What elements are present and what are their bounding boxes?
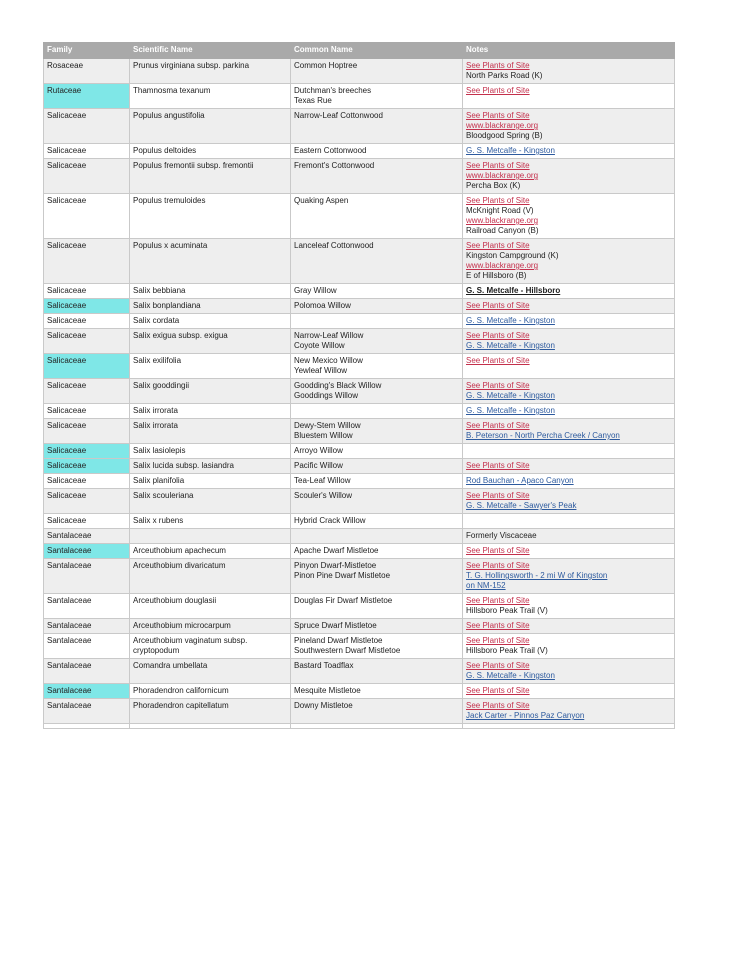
family-cell[interactable]: Salicaceae [44, 144, 130, 159]
table-row [44, 404, 675, 419]
common-name-line: Tea-Leaf Willow [294, 476, 351, 485]
common-name-line: Lanceleaf Cottonwood [294, 241, 374, 250]
notes-cell[interactable] [463, 314, 675, 329]
table-row [44, 459, 675, 474]
notes-link[interactable]: Jack Carter - Pinnos Paz Canyon [466, 711, 585, 720]
notes-link[interactable]: See Plants of Site [466, 636, 530, 645]
common-name-line: Southwestern Dwarf Mistletoe [294, 646, 401, 655]
notes-text: E of Hillsboro (B) [466, 271, 527, 280]
common-name-cell[interactable] [291, 514, 463, 529]
table-row [44, 239, 675, 284]
common-name-cell[interactable] [291, 489, 463, 514]
notes-cell[interactable] [463, 239, 675, 284]
family-cell[interactable]: Salicaceae [44, 239, 130, 284]
family-cell[interactable]: Salicaceae [44, 329, 130, 354]
notes-link[interactable]: See Plants of Site [466, 621, 530, 630]
common-name-line: Hybrid Crack Willow [294, 516, 366, 525]
common-name-line: Spruce Dwarf Mistletoe [294, 621, 377, 630]
common-name-line: New Mexico Willow [294, 356, 363, 365]
common-name-cell[interactable] [291, 194, 463, 239]
notes-cell[interactable] [463, 109, 675, 144]
scientific-name-cell[interactable]: Populus angustifolia [130, 109, 291, 144]
species-sheet [43, 42, 674, 729]
common-name-line: Apache Dwarf Mistletoe [294, 546, 379, 555]
family-cell[interactable]: Santalaceae [44, 684, 130, 699]
common-name-line: Fremont's Cottonwood [294, 161, 375, 170]
family-cell[interactable] [44, 724, 130, 729]
notes-cell[interactable] [463, 194, 675, 239]
table-row [44, 284, 675, 299]
table-row [44, 529, 675, 544]
common-name-cell[interactable] [291, 379, 463, 404]
table-row [44, 619, 675, 634]
notes-link[interactable]: See Plants of Site [466, 561, 530, 570]
common-name-cell[interactable] [291, 699, 463, 724]
notes-link[interactable]: on NM-152 [466, 581, 506, 590]
common-name-line: Eastern Cottonwood [294, 146, 367, 155]
table-body [44, 59, 675, 729]
notes-cell[interactable] [463, 159, 675, 194]
table-row [44, 379, 675, 404]
notes-cell[interactable] [463, 284, 675, 299]
scientific-name-cell[interactable]: Comandra umbellata [130, 659, 291, 684]
common-name-line: Bastard Toadflax [294, 661, 354, 670]
notes-link[interactable]: G. S. Metcalfe - Sawyer's Peak [466, 501, 577, 510]
family-cell[interactable]: Salicaceae [44, 444, 130, 459]
notes-link[interactable]: G. S. Metcalfe - Hillsboro [466, 286, 561, 295]
family-cell[interactable]: Santalaceae [44, 594, 130, 619]
common-name-cell[interactable] [291, 529, 463, 544]
table-row [44, 544, 675, 559]
common-name-line: Downy Mistletoe [294, 701, 353, 710]
notes-link[interactable]: See Plants of Site [466, 196, 530, 205]
scientific-name-cell[interactable]: Salix exigua subsp. exigua [130, 329, 291, 354]
scientific-name-cell[interactable]: Thamnosma texanum [130, 84, 291, 109]
notes-link[interactable]: See Plants of Site [466, 161, 530, 170]
common-name-line: Narrow-Leaf Cottonwood [294, 111, 383, 120]
notes-link[interactable]: G. S. Metcalfe - Kingston [466, 146, 555, 155]
common-name-line: Scouler's Willow [294, 491, 352, 500]
family-cell[interactable]: Salicaceae [44, 159, 130, 194]
common-name-line: Mesquite Mistletoe [294, 686, 361, 695]
notes-cell[interactable] [463, 84, 675, 109]
common-name-line: Common Hoptree [294, 61, 358, 70]
notes-link[interactable]: See Plants of Site [466, 461, 530, 470]
family-cell[interactable]: Salicaceae [44, 314, 130, 329]
family-cell[interactable]: Santalaceae [44, 659, 130, 684]
table-row [44, 594, 675, 619]
common-name-line: Pineland Dwarf Mistletoe [294, 636, 383, 645]
table-row [44, 684, 675, 699]
common-name-line: Polomoa Willow [294, 301, 351, 310]
scientific-name-cell[interactable]: Salix lucida subsp. lasiandra [130, 459, 291, 474]
notes-link[interactable]: See Plants of Site [466, 61, 530, 70]
common-name-line: Pacific Willow [294, 461, 343, 470]
common-name-cell[interactable] [291, 419, 463, 444]
common-name-line: Gooddings Willow [294, 391, 359, 400]
common-name-line: Goodding's Black Willow [294, 381, 382, 390]
common-name-line: Arroyo Willow [294, 446, 343, 455]
notes-cell[interactable] [463, 459, 675, 474]
table-row [44, 444, 675, 459]
common-name-cell[interactable] [291, 159, 463, 194]
scientific-name-cell[interactable]: Arceuthobium microcarpum [130, 619, 291, 634]
notes-text: North Parks Road (K) [466, 71, 543, 80]
family-cell[interactable]: Santalaceae [44, 619, 130, 634]
common-name-cell[interactable] [291, 594, 463, 619]
table-row [44, 59, 675, 84]
notes-link[interactable]: See Plants of Site [466, 596, 530, 605]
scientific-name-cell[interactable]: Phoradendron capitellatum [130, 699, 291, 724]
header-common-name[interactable]: Common Name [291, 43, 463, 59]
notes-cell[interactable] [463, 489, 675, 514]
family-cell[interactable]: Rutaceae [44, 84, 130, 109]
common-name-cell[interactable] [291, 144, 463, 159]
notes-cell[interactable] [463, 444, 675, 459]
table-row [44, 559, 675, 594]
scientific-name-cell[interactable]: Salix lasiolepis [130, 444, 291, 459]
common-name-cell[interactable] [291, 544, 463, 559]
notes-link[interactable]: Rod Bauchan - Apaco Canyon [466, 476, 574, 485]
scientific-name-cell[interactable] [130, 529, 291, 544]
common-name-cell[interactable] [291, 459, 463, 474]
table-row [44, 109, 675, 144]
common-name-cell[interactable] [291, 559, 463, 594]
notes-cell[interactable] [463, 329, 675, 354]
table-row [44, 159, 675, 194]
scientific-name-cell[interactable]: Arceuthobium apachecum [130, 544, 291, 559]
notes-cell[interactable] [463, 724, 675, 729]
notes-link[interactable]: See Plants of Site [466, 686, 530, 695]
notes-link[interactable]: T. G. Hollingsworth - 2 mi W of Kingston [466, 571, 608, 580]
common-name-line: Quaking Aspen [294, 196, 349, 205]
family-cell[interactable]: Rosaceae [44, 59, 130, 84]
notes-link[interactable]: G. S. Metcalfe - Kingston [466, 316, 555, 325]
scientific-name-cell[interactable]: Salix irrorata [130, 404, 291, 419]
notes-link[interactable]: See Plants of Site [466, 86, 530, 95]
scientific-name-cell[interactable]: Salix cordata [130, 314, 291, 329]
table-row [44, 194, 675, 239]
scientific-name-cell[interactable]: Salix planifolia [130, 474, 291, 489]
family-cell[interactable]: Santalaceae [44, 699, 130, 724]
common-name-cell[interactable] [291, 659, 463, 684]
common-name-cell[interactable] [291, 59, 463, 84]
notes-link[interactable]: www.blackrange.org [466, 216, 539, 225]
family-cell[interactable]: Salicaceae [44, 514, 130, 529]
notes-link[interactable]: B. Peterson - North Percha Creek / Canyon [466, 431, 620, 440]
species-table [43, 42, 675, 729]
notes-text: Percha Box (K) [466, 181, 521, 190]
family-cell[interactable]: Salicaceae [44, 299, 130, 314]
common-name-cell[interactable] [291, 299, 463, 314]
scientific-name-cell[interactable]: Salix irrorata [130, 419, 291, 444]
notes-cell[interactable] [463, 404, 675, 419]
notes-cell[interactable] [463, 544, 675, 559]
common-name-cell[interactable] [291, 109, 463, 144]
notes-text: Kingston Campground (K) [466, 251, 559, 260]
notes-cell[interactable] [463, 619, 675, 634]
notes-link[interactable]: www.blackrange.org [466, 261, 539, 270]
notes-cell[interactable] [463, 684, 675, 699]
notes-link[interactable]: See Plants of Site [466, 546, 530, 555]
family-cell[interactable]: Salicaceae [44, 194, 130, 239]
family-cell[interactable]: Salicaceae [44, 419, 130, 444]
table-row [44, 489, 675, 514]
common-name-cell[interactable] [291, 329, 463, 354]
notes-cell[interactable] [463, 659, 675, 684]
notes-link[interactable]: See Plants of Site [466, 381, 530, 390]
scientific-name-cell[interactable]: Populus tremuloides [130, 194, 291, 239]
notes-link[interactable]: See Plants of Site [466, 356, 530, 365]
notes-cell[interactable] [463, 594, 675, 619]
table-row [44, 724, 675, 729]
table-row [44, 299, 675, 314]
table-row [44, 354, 675, 379]
notes-link[interactable]: See Plants of Site [466, 331, 530, 340]
notes-text: McKnight Road (V) [466, 206, 534, 215]
scientific-name-cell[interactable] [130, 724, 291, 729]
notes-cell[interactable] [463, 514, 675, 529]
common-name-cell[interactable] [291, 474, 463, 489]
notes-link[interactable]: G. S. Metcalfe - Kingston [466, 341, 555, 350]
notes-link[interactable]: G. S. Metcalfe - Kingston [466, 671, 555, 680]
table-row [44, 514, 675, 529]
family-cell[interactable]: Salicaceae [44, 474, 130, 489]
common-name-cell[interactable] [291, 354, 463, 379]
header-notes[interactable]: Notes [463, 43, 675, 59]
common-name-cell[interactable] [291, 84, 463, 109]
notes-cell[interactable] [463, 529, 675, 544]
table-row [44, 659, 675, 684]
notes-text: Hillsboro Peak Trail (V) [466, 606, 548, 615]
header-row [44, 43, 675, 59]
notes-link[interactable]: See Plants of Site [466, 661, 530, 670]
scientific-name-cell[interactable]: Salix gooddingii [130, 379, 291, 404]
table-row [44, 419, 675, 444]
common-name-line: Texas Rue [294, 96, 332, 105]
scientific-name-cell[interactable]: Prunus virginiana subsp. parkina [130, 59, 291, 84]
notes-link[interactable]: See Plants of Site [466, 241, 530, 250]
common-name-cell[interactable] [291, 314, 463, 329]
notes-link[interactable]: See Plants of Site [466, 301, 530, 310]
common-name-line: Gray Willow [294, 286, 337, 295]
table-row [44, 329, 675, 354]
common-name-line: Pinyon Dwarf-Mistletoe [294, 561, 377, 570]
notes-link[interactable]: www.blackrange.org [466, 121, 539, 130]
notes-cell[interactable] [463, 299, 675, 314]
common-name-cell[interactable] [291, 634, 463, 659]
notes-cell[interactable] [463, 144, 675, 159]
notes-link[interactable]: G. S. Metcalfe - Kingston [466, 391, 555, 400]
notes-cell[interactable] [463, 59, 675, 84]
family-cell[interactable]: Salicaceae [44, 404, 130, 419]
common-name-line: Yewleaf Willow [294, 366, 348, 375]
family-cell[interactable]: Salicaceae [44, 379, 130, 404]
common-name-cell[interactable] [291, 404, 463, 419]
scientific-name-cell[interactable]: Arceuthobium divaricatum [130, 559, 291, 594]
family-cell[interactable]: Salicaceae [44, 354, 130, 379]
scientific-name-cell[interactable]: Arceuthobium vaginatum subsp. cryptopodum [130, 634, 291, 659]
common-name-cell[interactable] [291, 239, 463, 284]
family-cell[interactable]: Salicaceae [44, 459, 130, 474]
family-cell[interactable]: Salicaceae [44, 284, 130, 299]
notes-cell[interactable] [463, 474, 675, 489]
family-cell[interactable]: Salicaceae [44, 489, 130, 514]
common-name-line: Pinon Pine Dwarf Mistletoe [294, 571, 391, 580]
scientific-name-cell[interactable]: Phoradendron californicum [130, 684, 291, 699]
family-cell[interactable]: Santalaceae [44, 559, 130, 594]
notes-text: Railroad Canyon (B) [466, 226, 539, 235]
scientific-name-cell[interactable]: Arceuthobium douglasii [130, 594, 291, 619]
notes-cell[interactable] [463, 699, 675, 724]
notes-cell[interactable] [463, 419, 675, 444]
table-row [44, 314, 675, 329]
header-scientific-name[interactable]: Scientific Name [130, 43, 291, 59]
scientific-name-cell[interactable]: Salix scouleriana [130, 489, 291, 514]
family-cell[interactable]: Santalaceae [44, 529, 130, 544]
family-cell[interactable]: Salicaceae [44, 109, 130, 144]
common-name-cell[interactable] [291, 444, 463, 459]
scientific-name-cell[interactable]: Populus deltoides [130, 144, 291, 159]
notes-cell[interactable] [463, 559, 675, 594]
family-cell[interactable]: Santalaceae [44, 544, 130, 559]
scientific-name-cell[interactable]: Populus x acuminata [130, 239, 291, 284]
table-row [44, 699, 675, 724]
family-cell[interactable]: Santalaceae [44, 634, 130, 659]
notes-link[interactable]: See Plants of Site [466, 421, 530, 430]
notes-link[interactable]: See Plants of Site [466, 111, 530, 120]
common-name-line: Coyote Willow [294, 341, 345, 350]
table-row [44, 634, 675, 659]
common-name-line: Dewy-Stem Willow [294, 421, 361, 430]
table-row [44, 84, 675, 109]
notes-cell[interactable] [463, 634, 675, 659]
notes-link[interactable]: See Plants of Site [466, 701, 530, 710]
notes-text: Bloodgood Spring (B) [466, 131, 543, 140]
header-family[interactable]: Family [44, 43, 130, 59]
scientific-name-cell[interactable]: Salix bonplandiana [130, 299, 291, 314]
common-name-cell[interactable] [291, 284, 463, 299]
common-name-cell[interactable] [291, 684, 463, 699]
notes-cell[interactable] [463, 379, 675, 404]
common-name-line: Douglas Fir Dwarf Mistletoe [294, 596, 393, 605]
notes-cell[interactable] [463, 354, 675, 379]
scientific-name-cell[interactable]: Salix exilifolia [130, 354, 291, 379]
notes-link[interactable]: www.blackrange.org [466, 171, 539, 180]
common-name-cell[interactable] [291, 724, 463, 729]
scientific-name-cell[interactable]: Salix x rubens [130, 514, 291, 529]
common-name-line: Bluestem Willow [294, 431, 353, 440]
scientific-name-cell[interactable]: Salix bebbiana [130, 284, 291, 299]
notes-text: Formerly Viscaceae [466, 531, 537, 540]
scientific-name-cell[interactable]: Populus fremontii subsp. fremontii [130, 159, 291, 194]
notes-link[interactable]: See Plants of Site [466, 491, 530, 500]
table-row [44, 474, 675, 489]
common-name-line: Narrow-Leaf Willow [294, 331, 364, 340]
notes-link[interactable]: G. S. Metcalfe - Kingston [466, 406, 555, 415]
table-row [44, 144, 675, 159]
common-name-cell[interactable] [291, 619, 463, 634]
notes-text: Hillsboro Peak Trail (V) [466, 646, 548, 655]
common-name-line: Dutchman's breeches [294, 86, 372, 95]
